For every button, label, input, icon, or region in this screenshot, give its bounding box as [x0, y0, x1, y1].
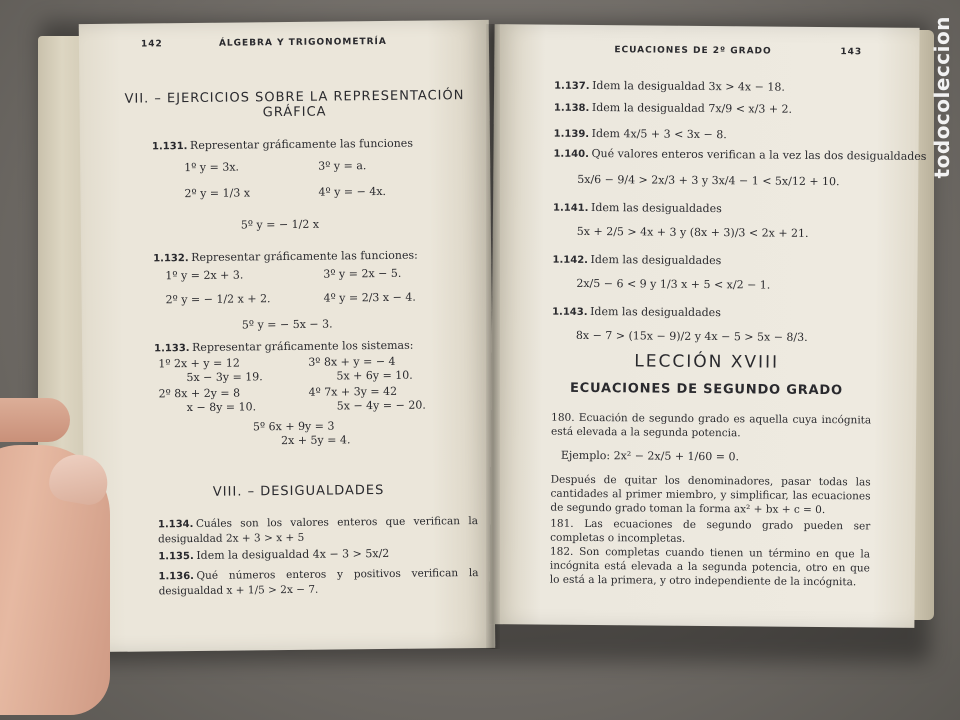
ex-1131-item-5: 5º y = − 1/2 x [240, 217, 320, 232]
exercise-number: 1.139. [553, 128, 590, 140]
section-viii-title: VIII. – DESIGUALDADES [212, 482, 385, 500]
example-equation: Ejemplo: 2x² − 2x/5 + 1/60 = 0. [560, 448, 740, 464]
exercise-number: 1.132. [153, 253, 189, 265]
exercise-number: 1.133. [154, 343, 190, 355]
finger [0, 398, 70, 442]
paragraph-181: 181. Las ecuaciones de segundo grado pueden ser completas o incompletas. [550, 517, 871, 545]
exercise-row [553, 201, 722, 215]
exercise-text: Idem las desigualdades [590, 201, 722, 216]
watermark-logo: todocoleccion [930, 16, 954, 179]
exercise-1132 [153, 249, 418, 265]
exercise-number: 1.143. [552, 306, 588, 318]
exercise-1133 [154, 339, 413, 355]
system-1-eq-1: 1º 2x + y = 12 [158, 356, 240, 371]
lesson-subtitle: ECUACIONES DE SEGUNDO GRADO [569, 380, 843, 399]
ex-1132-item-3: 3º y = 2x − 5. [323, 266, 402, 281]
exercise-row [576, 277, 770, 292]
exercise-row [554, 79, 785, 94]
exercise-text: Idem las desigualdades [590, 253, 722, 268]
right-page-number: 143 [840, 47, 863, 58]
exercise-text: Idem las desigualdades [590, 305, 721, 320]
exercise-1135 [158, 547, 389, 562]
exercise-number: 1.142. [552, 254, 589, 266]
ex-1131-item-2: 2º y = 1/3 x [184, 186, 251, 201]
system-4-eq-2: 5x − 4y = − 20. [336, 398, 426, 413]
paragraph-180: 180. Ecuación de segundo grado es aquella cuya incógnita está elevada a la segunda potencia. [551, 411, 872, 440]
exercise-row [553, 147, 926, 163]
exercise-text: 5x + 2/5 > 4x + 3 y (8x + 3)/3 < 2x + 21. [576, 224, 809, 240]
ex-1132-item-5: 5º y = − 5x − 3. [241, 317, 333, 332]
ex-1132-item-1: 1º y = 2x + 3. [165, 268, 244, 283]
ex-1131-item-3: 3º y = a. [318, 159, 367, 173]
exercise-text: Representar gráficamente los sistemas: [192, 338, 414, 354]
exercise-text: Representar gráficamente las funciones [189, 136, 414, 153]
book-gutter [486, 24, 500, 649]
exercise-row [577, 225, 809, 240]
exercise-number: 1.131. [151, 141, 188, 153]
right-page [489, 24, 927, 628]
exercise-row [577, 173, 839, 188]
left-page [79, 20, 496, 652]
exercise-text: Idem la desigualdad 3x > 4x − 18. [592, 79, 785, 94]
left-page-number: 142 [140, 39, 163, 50]
exercise-row [576, 329, 808, 344]
left-running-head: ÁLGEBRA Y TRIGONOMETRÍA [218, 36, 387, 49]
system-2-eq-2: x − 8y = 10. [186, 400, 257, 415]
ex-1131-item-1: 1º y = 3x. [184, 160, 240, 175]
system-3-eq-2: 5x + 6y = 10. [336, 368, 413, 383]
paragraph-forma-general: Después de quitar los denominadores, pasar todas las cantidades al primer miembro, y simplificar, las ecuaciones de segundo grado toman la forma ax² + bx + c = 0. [550, 473, 871, 517]
exercise-row [552, 305, 721, 319]
ex-1132-item-4: 4º y = 2/3 x − 4. [323, 290, 416, 305]
exercise-number: 1.134. [157, 518, 194, 531]
exercise-number: 1.137. [554, 80, 590, 92]
exercise-text: 8x − 7 > (15x − 9)/2 y 4x − 5 > 5x − 8/3. [575, 328, 808, 344]
system-3-eq-1: 3º 8x + y = − 4 [308, 354, 396, 369]
ex-1131-item-4: 4º y = − 4x. [318, 184, 387, 199]
lesson-title: LECCIÓN XVIII [634, 351, 780, 373]
system-2-eq-1: 2º 8x + 2y = 8 [158, 386, 241, 401]
exercise-number: 1.135. [158, 550, 194, 563]
exercise-text: Qué números enteros y positivos verifican la desigualdad x + 1/5 > 2x − 7. [158, 567, 479, 598]
exercise-1136 [158, 566, 478, 598]
right-running-head: ECUACIONES DE 2º GRADO [614, 45, 772, 57]
exercise-text: Qué valores enteros verifican a la vez las dos desigualdades [591, 147, 927, 163]
system-4-eq-1: 4º 7x + 3y = 42 [308, 384, 398, 399]
section-vii-title: VII. – EJERCICIOS SOBRE LA REPRESENTACIÓN GRÁFICA [124, 88, 465, 121]
exercise-text: 2x/5 − 6 < 9 y 1/3 x + 5 < x/2 − 1. [576, 276, 771, 292]
exercise-text: Representar gráficamente las funciones: [191, 248, 418, 264]
exercise-row [553, 253, 722, 267]
exercise-1131 [152, 137, 413, 153]
system-5-eq-2: 2x + 5y = 4. [281, 433, 351, 448]
exercise-1134 [158, 514, 478, 546]
exercise-row [554, 101, 792, 116]
exercise-number: 1.136. [158, 570, 195, 583]
system-1-eq-2: 5x − 3y = 19. [186, 370, 263, 385]
ex-1132-item-2: 2º y = − 1/2 x + 2. [165, 292, 271, 307]
paragraph-182: 182. Son completas cuando tienen un término en que la incógnita está elevada a la segunda potencia, otro en que lo está a la primera, y otro independiente de la incógnita. [549, 545, 871, 589]
exercise-row [554, 127, 727, 142]
exercise-number: 1.141. [552, 202, 589, 214]
system-5-eq-1: 5º 6x + 9y = 3 [252, 419, 335, 434]
exercise-text: 5x/6 − 9/4 > 2x/3 + 3 y 3x/4 − 1 < 5x/12 + 10. [577, 172, 840, 189]
exercise-text: Idem la desigualdad 4x − 3 > 5x/2 [196, 546, 390, 562]
exercise-number: 1.140. [553, 148, 589, 160]
exercise-text: Idem la desigualdad 7x/9 < x/3 + 2. [591, 101, 793, 116]
exercise-text: Cuáles son los valores enteros que verifican la desigualdad 2x + 3 > x + 5 [158, 515, 479, 546]
exercise-text: Idem 4x/5 + 3 < 3x − 8. [591, 127, 727, 142]
exercise-number: 1.138. [553, 102, 590, 114]
